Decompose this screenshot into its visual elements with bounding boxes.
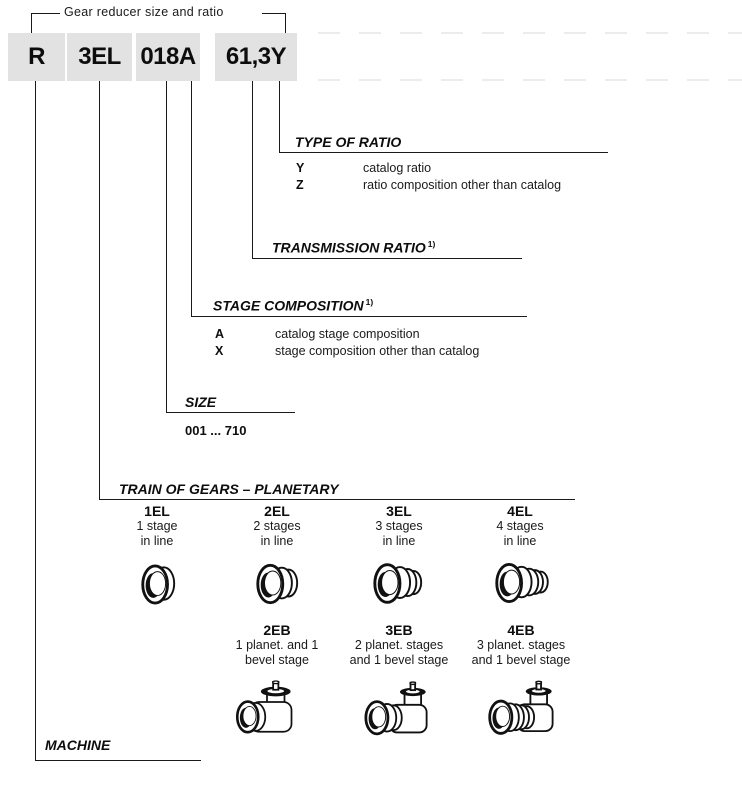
variant-desc-line2: and 1 bevel stage [471,653,571,667]
top-bracket-left-drop [31,13,32,33]
variant-code: 4EL [507,503,533,519]
code-box-ratio: 61,3Y [215,33,297,81]
faded-grid-dashes-bottom [318,79,742,81]
train-of-gears-title [119,481,339,497]
machine-title [45,737,110,753]
variant-desc-line1: 3 planet. stages [476,638,566,652]
size-title [185,394,216,410]
type-of-ratio-title [295,134,401,150]
variant-column-2eb [207,622,347,668]
variant-code: 2EB [263,622,291,638]
transmission-ratio-title-text: TRANSMISSION RATIO [272,239,426,256]
variant-desc-line2: and 1 bevel stage [349,653,449,667]
type-of-ratio-title-text: TYPE OF RATIO [295,134,402,150]
variant-desc-line2: in line [260,534,294,548]
ratio-desc-y: catalog ratio [363,161,432,175]
stage-composition-underline [191,316,527,317]
variant-column-2el [215,503,339,549]
variant-desc-line1: 4 stages [496,519,544,533]
connector-stage-composition [191,81,192,317]
variant-code: 2EL [264,503,290,519]
ratio-code-y: Y [296,161,305,175]
planetary-4el-icon [492,556,553,610]
connector-transmission-ratio [252,81,253,259]
code-box-machine: R [8,33,65,81]
variant-code: 3EB [385,622,413,638]
variant-desc-line1: 3 stages [375,519,423,533]
planetary-3el-icon [370,557,426,610]
code-box-train: 3EL [67,33,132,81]
stage-composition-title-text: STAGE COMPOSITION [213,297,364,314]
variant-desc-line1: 1 stage [136,519,178,533]
connector-size [166,81,167,413]
ratio-desc-z: ratio composition other than catalog [363,178,562,192]
transmission-ratio-underline [252,258,522,259]
variant-desc-line2: in line [503,534,537,548]
train-of-gears-title-text: TRAIN OF GEARS – PLANETARY [119,481,339,497]
size-underline [166,412,295,413]
size-title-text: SIZE [185,394,217,410]
variant-code: 3EL [386,503,412,519]
machine-underline [35,760,201,761]
planetary-2el-icon [253,558,301,610]
variant-desc-line1: 2 planet. stages [354,638,444,652]
connector-train-of-gears [99,81,100,500]
variant-column-3el [337,503,461,549]
type-of-ratio-underline [279,152,608,153]
variant-column-4eb [451,622,591,668]
connector-machine [35,81,36,761]
stage-composition-note-ref: 1) [365,297,374,307]
variant-desc-line2: in line [382,534,416,548]
top-bracket-left-line [31,13,60,14]
variant-column-4el [458,503,582,549]
variant-desc-line1: 1 planet. and 1 [235,638,319,652]
stage-desc-a: catalog stage composition [275,327,420,341]
machine-title-text: MACHINE [45,737,111,753]
stage-desc-x: stage composition other than catalog [275,344,480,358]
planetary-1el-icon [138,559,178,610]
variant-desc-line1: 2 stages [253,519,301,533]
top-label: Gear reducer size and ratio [64,5,224,19]
code-box-size: 018A [136,33,200,81]
planetary-bevel-2eb-icon [232,676,302,742]
top-bracket-right-drop [285,13,286,33]
stage-composition-title [213,297,373,314]
planetary-bevel-3eb-icon [362,680,436,738]
variant-code: 1EL [144,503,170,519]
size-range: 001 ... 710 [185,423,247,438]
variant-code: 4EB [507,622,535,638]
planetary-bevel-4eb-icon [486,678,560,738]
stage-code-a: A [215,327,225,341]
train-of-gears-underline [99,499,575,500]
stage-code-x: X [215,344,224,358]
variant-column-1el [95,503,219,549]
top-bracket-right-line [262,13,286,14]
faded-grid-dashes-top [318,32,742,34]
variant-desc-line2: bevel stage [245,653,309,667]
variant-column-3eb [329,622,469,668]
variant-desc-line2: in line [140,534,174,548]
ratio-code-z: Z [296,178,304,192]
connector-type-of-ratio [279,81,280,153]
transmission-ratio-note-ref: 1) [427,239,436,249]
transmission-ratio-title [272,239,435,256]
